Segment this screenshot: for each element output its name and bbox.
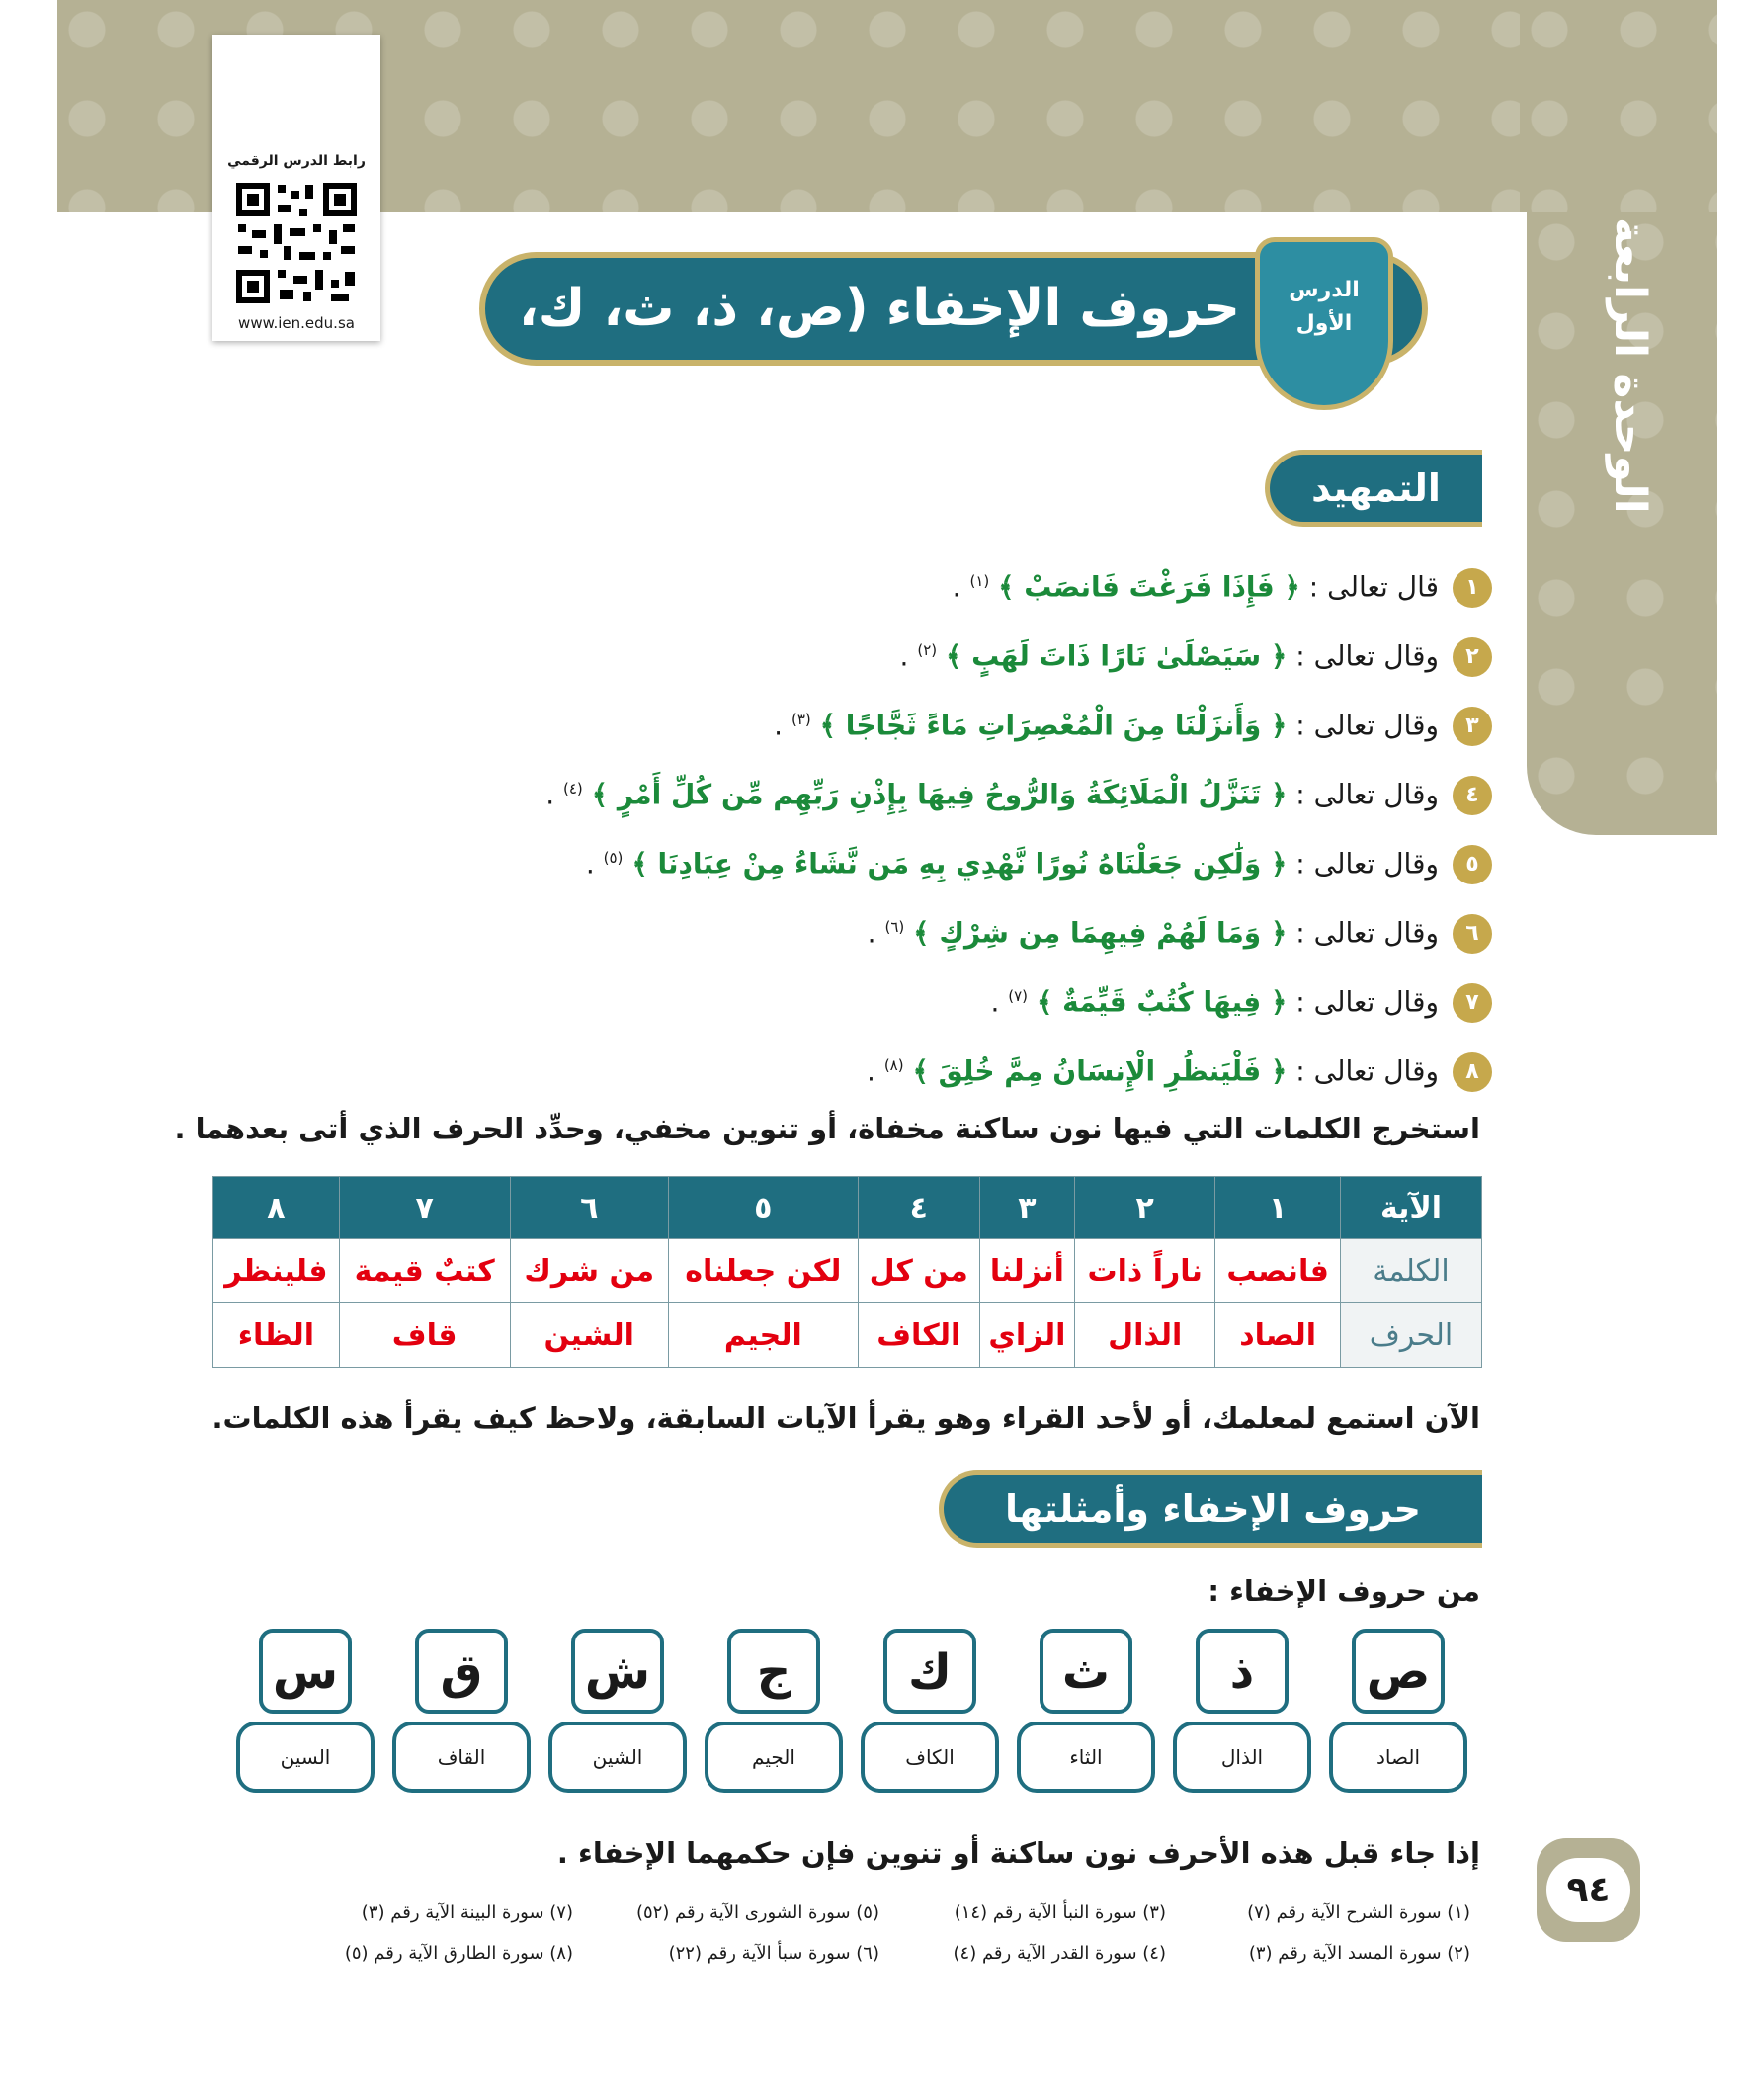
listen-note: الآن استمع لمعلمك، أو لأحد القراء وهو يقرأ الآيات السابقة، ولاحظ كيف يقرأ هذه الكلمات.	[211, 1401, 1480, 1435]
verse-number-icon: ٥	[1453, 845, 1492, 884]
word-row-label: الكلمة	[1341, 1239, 1482, 1303]
word-cell[interactable]: فانصب	[1215, 1239, 1341, 1303]
qr-card[interactable]	[212, 35, 380, 341]
table-col-2: ٢	[1075, 1177, 1215, 1239]
verse-prefix: وقال تعالى :	[1295, 709, 1439, 742]
word-cell[interactable]: فلينظر	[213, 1239, 340, 1303]
word-cell[interactable]: ناراً ذات	[1075, 1239, 1215, 1303]
table-header-label: الآية	[1341, 1177, 1482, 1239]
letter-name: السين	[236, 1722, 375, 1793]
verse-row: ٨وقال تعالى : ﴿ فَلْيَنظُرِ الْإِنسَانُ مِمَّ خُلِقَ ﴾ $^{(٨)}$ .	[632, 1038, 1492, 1093]
letter-card	[548, 1629, 687, 1802]
letter-card	[1329, 1629, 1467, 1802]
verse-number-icon: ٤	[1453, 776, 1492, 815]
letter-glyph: ث	[1040, 1629, 1132, 1714]
letters-intro: من حروف الإخفاء :	[1208, 1574, 1480, 1608]
answer-table	[212, 1176, 1482, 1368]
letter-card	[392, 1629, 531, 1802]
verse-prefix: وقال تعالى :	[1295, 847, 1439, 881]
letter-glyph: ص	[1352, 1629, 1445, 1714]
letters-heading: حروف الإخفاء وأمثلتها	[939, 1470, 1482, 1548]
verse-prefix: وقال تعالى :	[1295, 778, 1439, 811]
verse-text: ﴿ وَمَا لَهُمْ فِيهِمَا مِن شِرْكٍ ﴾	[913, 916, 1288, 950]
letter-cell[interactable]: الصاد	[1215, 1303, 1341, 1368]
verse-ref: (٢)	[917, 641, 938, 659]
qr-url[interactable]: www.ien.edu.sa	[238, 314, 355, 332]
letter-cell[interactable]: قاف	[339, 1303, 510, 1368]
footnote: (٨) سورة الطارق الآية رقم (٥)	[344, 1943, 573, 1964]
letter-cell[interactable]: الكاف	[858, 1303, 979, 1368]
verse-text: ﴿ فَلْيَنظُرِ الْإِنسَانُ مِمَّ خُلِقَ ﴾	[912, 1054, 1288, 1088]
table-col-7: ٧	[339, 1177, 510, 1239]
verse-number-icon: ١	[1453, 568, 1492, 608]
letter-cell[interactable]: الظاء	[213, 1303, 340, 1368]
verse-text: ﴿ وَلَٰكِن جَعَلْنَاهُ نُورًا نَّهْدِي بِهِ مَن نَّشَاءُ مِنْ عِبَادِنَا ﴾	[631, 847, 1288, 881]
verse-row: ٢وقال تعالى : ﴿ سَيَصْلَىٰ نَارًا ذَاتَ لَهَبٍ ﴾ $^{(٢)}$ .	[632, 623, 1492, 678]
table-col-8: ٨	[213, 1177, 340, 1239]
verse-ref: (١)	[969, 572, 990, 590]
letter-name: القاف	[392, 1722, 531, 1793]
verse-text: ﴿ فِيهَا كُتُبٌ قَيِّمَةٌ ﴾	[1036, 985, 1288, 1019]
letter-card	[236, 1629, 375, 1802]
verse-ref: (٤)	[563, 780, 583, 798]
header-band-right	[1520, 0, 1717, 212]
verse-prefix: قال تعالى :	[1308, 570, 1439, 604]
verse-row: ٥وقال تعالى : ﴿ وَلَٰكِن جَعَلْنَاهُ نُورًا نَّهْدِي بِهِ مَن نَّشَاءُ مِنْ عِبَادِنَا ﴾ $^{(٥)}$ .	[632, 830, 1492, 885]
verse-text: ﴿ فَإِذَا فَرَغْتَ فَانصَبْ ﴾	[998, 570, 1300, 604]
letter-name: الكاف	[861, 1722, 999, 1793]
verse-prefix: وقال تعالى :	[1295, 985, 1439, 1019]
footnote: (٤) سورة القدر الآية رقم (٤)	[953, 1943, 1166, 1964]
letter-glyph: ق	[415, 1629, 508, 1714]
verse-row: ١قال تعالى : ﴿ فَإِذَا فَرَغْتَ فَانصَبْ ﴾ $^{(١)}$ .	[632, 553, 1492, 609]
word-cell[interactable]: أنزلنا	[979, 1239, 1074, 1303]
letter-cell[interactable]: الجيم	[668, 1303, 858, 1368]
table-col-4: ٤	[858, 1177, 979, 1239]
footnote: (٢) سورة المسد الآية رقم (٣)	[1248, 1943, 1470, 1964]
table-col-3: ٣	[979, 1177, 1074, 1239]
letter-glyph: س	[259, 1629, 352, 1714]
letter-card	[705, 1629, 843, 1802]
footnote: (٦) سورة سبأ الآية رقم (٢٢)	[668, 1943, 879, 1964]
letter-name: الصاد	[1329, 1722, 1467, 1793]
qr-label: رابط الدرس الرقمي	[227, 153, 366, 169]
verse-prefix: وقال تعالى :	[1295, 639, 1439, 673]
table-col-6: ٦	[510, 1177, 668, 1239]
table-row-letters	[213, 1303, 1482, 1368]
intro-heading: التمهيد	[1265, 450, 1482, 527]
verse-text: ﴿ وَأَنزَلْنَا مِنَ الْمُعْصِرَاتِ مَاءً ثَجَّاجًا ﴾	[819, 709, 1288, 742]
letter-card	[1017, 1629, 1155, 1802]
letter-cards	[237, 1629, 1467, 1802]
verse-row: ٧وقال تعالى : ﴿ فِيهَا كُتُبٌ قَيِّمَةٌ ﴾ $^{(٧)}$ .	[632, 968, 1492, 1024]
verse-ref: (٣)	[791, 711, 811, 728]
verse-ref: (٨)	[883, 1056, 904, 1074]
verse-row: ٣وقال تعالى : ﴿ وَأَنزَلْنَا مِنَ الْمُعْصِرَاتِ مَاءً ثَجَّاجًا ﴾ $^{(٣)}$ .	[632, 692, 1492, 747]
instruction-text: استخرج الكلمات التي فيها نون ساكنة مخفاة، أو تنوين مخفي، وحدِّد الحرف الذي أتى بعدهما .	[174, 1112, 1480, 1145]
verse-ref: (٧)	[1008, 987, 1029, 1005]
table-col-5: ٥	[668, 1177, 858, 1239]
qr-code-icon[interactable]	[234, 181, 359, 305]
word-cell[interactable]: كتبٌ قيمة	[339, 1239, 510, 1303]
verse-ref: (٦)	[884, 918, 905, 936]
verse-prefix: وقال تعالى :	[1295, 916, 1439, 950]
verse-text: ﴿ تَنَزَّلُ الْمَلَائِكَةُ وَالرُّوحُ فِيهَا بِإِذْنِ رَبِّهِم مِّن كُلِّ أَمْرٍ ﴾	[591, 778, 1288, 811]
footnote: (١) سورة الشرح الآية رقم (٧)	[1247, 1902, 1470, 1923]
letter-cell[interactable]: الذال	[1075, 1303, 1215, 1368]
table-row-words	[213, 1239, 1482, 1303]
verse-number-icon: ٣	[1453, 707, 1492, 746]
verse-number-icon: ٨	[1453, 1052, 1492, 1092]
verse-number-icon: ٧	[1453, 983, 1492, 1023]
verse-number-icon: ٦	[1453, 914, 1492, 954]
word-cell[interactable]: من شرك	[510, 1239, 668, 1303]
verse-row: ٤وقال تعالى : ﴿ تَنَزَّلُ الْمَلَائِكَةُ وَالرُّوحُ فِيهَا بِإِذْنِ رَبِّهِم مِّن كُلِّ أَمْرٍ ﴾ $^{(٤)}$ .	[632, 761, 1492, 816]
verse-text: ﴿ سَيَصْلَىٰ نَارًا ذَاتَ لَهَبٍ ﴾	[946, 639, 1288, 673]
verse-number-icon: ٢	[1453, 637, 1492, 677]
footnote: (٣) سورة النبأ الآية رقم (١٤)	[954, 1902, 1166, 1923]
letter-glyph: ذ	[1196, 1629, 1289, 1714]
letter-glyph: ش	[571, 1629, 664, 1714]
footnote: (٧) سورة البينة الآية رقم (٣)	[361, 1902, 573, 1923]
lesson-title: حروف الإخفاء (ص، ذ، ث، ك، ج، ش، ق ، س)	[519, 279, 1240, 422]
lesson-badge: الدرس الأول	[1255, 237, 1393, 410]
word-cell[interactable]: من كل	[858, 1239, 979, 1303]
rule-text: إذا جاء قبل هذه الأحرف نون ساكنة أو تنوين فإن حكمهما الإخفاء .	[556, 1836, 1480, 1870]
table-col-1: ١	[1215, 1177, 1341, 1239]
unit-title: الوحدة الرابعة	[1605, 217, 1655, 514]
word-cell[interactable]: لكن جعلناه	[668, 1239, 858, 1303]
table-header-row	[213, 1177, 1482, 1239]
verse-prefix: وقال تعالى :	[1295, 1054, 1439, 1088]
letter-name: الشين	[548, 1722, 687, 1793]
page-number: ٩٤	[1546, 1858, 1630, 1922]
footnote: (٥) سورة الشورى الآية رقم (٥٢)	[635, 1902, 879, 1923]
verse-ref: (٥)	[603, 849, 624, 867]
letter-name: الجيم	[705, 1722, 843, 1793]
letter-cell[interactable]: الشين	[510, 1303, 668, 1368]
letter-row-label: الحرف	[1341, 1303, 1482, 1368]
letter-name: الذال	[1173, 1722, 1311, 1793]
letter-cell[interactable]: الزاي	[979, 1303, 1074, 1368]
verse-row: ٦وقال تعالى : ﴿ وَمَا لَهُمْ فِيهِمَا مِن شِرْكٍ ﴾ $^{(٦)}$ .	[632, 899, 1492, 955]
letter-glyph: ك	[883, 1629, 976, 1714]
letter-glyph: ج	[727, 1629, 820, 1714]
letter-card	[861, 1629, 999, 1802]
letter-card	[1173, 1629, 1311, 1802]
letter-name: الثاء	[1017, 1722, 1155, 1793]
